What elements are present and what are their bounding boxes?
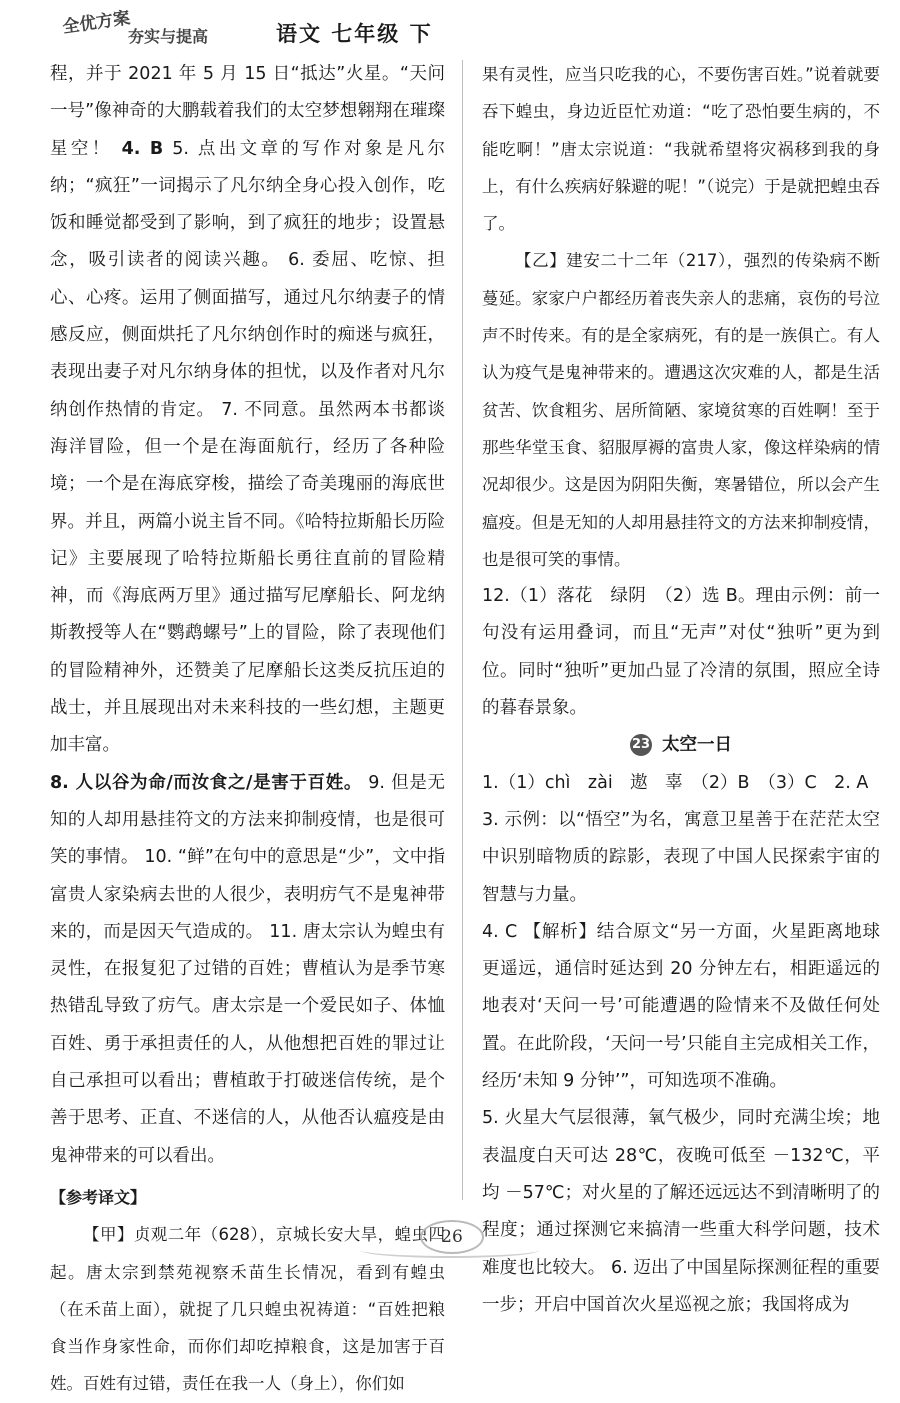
right-column bbox=[482, 56, 880, 1324]
translation-jia: 【甲】贞观二年（628），京城长安大旱，蝗虫四起。唐太宗到禁苑视察禾苗生长情况，看到有蝗虫（在禾苗上面），就捉了几只蝗虫祝祷道：“百姓把粮食当作身家性命，而你们却吃掉粮食，这是加害于百姓。百姓有过错，责任在我一人（身上），你们如 bbox=[50, 1225, 445, 1394]
page-footer bbox=[0, 1212, 900, 1272]
logo-line2: 夯实与提高 bbox=[128, 27, 209, 46]
answer-8: 8. 人以谷为命/而汝食之/是害于百姓。 bbox=[50, 772, 363, 793]
answer-9: 9. 但是无知的人却用悬挂符文的方法来抑制疫情，也是很可笑的事情。 bbox=[50, 772, 445, 868]
reference-translation-label: 【参考译文】 bbox=[50, 1187, 147, 1207]
answer-4-analysis: 4. C 【解析】结合原文“另一方面，火星距离地球更遥远，通信时延达到 20 分钟左右，相距遥远的地表对‘天问一号’可能遭遇的险情来不及做任何处置。在此阶段，‘天问一号’只能自主完成相关工作，经历‘未知 9 分钟’”，可知选项不准确。 bbox=[482, 921, 880, 1092]
unit-number-badge: 23 bbox=[630, 734, 652, 756]
answer-12: 12.（1）落花 绿阴 （2）选 B。理由示例：前一句没有运用叠词，而且“无声”对仗“独听”更为到位。同时“独听”更加凸显了冷清的氛围，照应全诗的暮春景象。 bbox=[482, 586, 880, 719]
translation-yi: 【乙】建安二十二年（217），强烈的传染病不断蔓延。家家户户都经历着丧失亲人的悲痛，哀伤的号泣声不时传来。有的是全家病死，有的是一族俱亡。有人认为疫气是鬼神带来的。遭遇这次灾难的人，都是生活贫苦、饮食粗劣、居所简陋、家境贫寒的百姓啊！至于那些华堂玉食、貂服厚褥的富贵人家，像这样染病的情况却很少。这是因为阴阳失衡，寒暑错位，所以会产生瘟疫。但是无知的人却用悬挂符文的方法来抑制疫情，也是很可笑的事情。 bbox=[482, 251, 880, 569]
answer-5: 5. 点出文章的写作对象是凡尔纳；“疯狂”一词揭示了凡尔纳全身心投入创作，吃饭和睡觉都受到了影响，到了疯狂的地步；设置悬念，吸引读者的阅读兴趣。 bbox=[50, 138, 445, 271]
answer-block bbox=[50, 56, 445, 765]
logo-line1: 全优方案 bbox=[61, 8, 132, 38]
book-logo bbox=[62, 6, 262, 52]
answer-1-2: 1.（1）chì zài 遨 辜 （2）B （3）C 2. A bbox=[482, 772, 869, 793]
page-header bbox=[0, 0, 900, 56]
answer-10: 10. “鲜”在句中的意思是“少”，文中指富贵人家染病去世的人很少，表明疠气不是鬼神带来的，而是因天气造成的。 bbox=[50, 847, 445, 942]
unit-heading bbox=[482, 727, 880, 764]
answer-7: 7. 不同意。虽然两本书都谈海洋冒险，但一个是在海面航行，经历了各种险境；一个是在海底穿梭，描绘了奇美瑰丽的海底世界。并且，两篇小说主旨不同。《哈特拉斯船长历险记》主要展现了哈特拉斯船长勇往直前的冒险精神，而《海底两万里》通过描写尼摩船长、阿龙纳斯教授等人在“鹦鹉螺号”上的冒险，除了表现他们的冒险精神外，还赞美了尼摩船长这类反抗压迫的战士，并且展现出对未来科技的一些幻想，主题更加丰富。 bbox=[50, 399, 445, 756]
column-divider bbox=[462, 60, 463, 1200]
answer-6: 6. 委屈、吃惊、担心、心疼。运用了侧面描写，通过凡尔纳妻子的情感反应，侧面烘托了凡尔纳创作时的痴迷与疯狂，表现出妻子对凡尔纳身体的担忧，以及作者对凡尔纳创作热情的肯定。 bbox=[50, 250, 445, 420]
answer-5-right: 5. 火星大气层很薄，氧气极少，同时充满尘埃；地表温度白天可达 28℃，夜晚可低至 －132℃，平均 －57℃；对火星的了解还远远达不到清晰明了的程度；通过探测它来搞清一些重大科学问题，技术难度也比较大。 bbox=[482, 1108, 880, 1278]
translation-jia-continued: 果有灵性，应当只吃我的心，不要伤害百姓。”说着就要吞下蝗虫，身边近臣忙劝道：“吃了恐怕要生病的，不能吃啊！”唐太宗说道：“我就希望将灾祸移到我的身上，有什么疾病好躲避的呢！”（说完）于是就把蝗虫吞了。 bbox=[482, 65, 880, 234]
unit-title: 太空一日 bbox=[662, 735, 732, 756]
answer-block bbox=[50, 765, 445, 1175]
page-number: 26 bbox=[420, 1220, 484, 1254]
answer-3: 3. 示例：以“悟空”为名，寓意卫星善于在茫茫太空中识别暗物质的踪影，表现了中国人民探索宇宙的智慧与力量。 bbox=[482, 809, 880, 905]
left-column bbox=[50, 56, 445, 1403]
text-run: 程，并于 2021 年 5 月 15 日“抵达”火星。“天问一号”像神奇的大鹏载着我们的太空梦想翱翔在璀璨星空！ bbox=[50, 64, 445, 159]
answer-11: 11. 唐太宗认为蝗虫有灵性，在报复犯了过错的百姓；曹植认为是季节寒热错乱导致了疠气。唐太宗是一个爱民如子、体恤百姓、勇于承担责任的人，从他想把百姓的罪过让自己承担可以看出；曹植敢于打破迷信传统，是个善于思考、正直、不迷信的人，从他否认瘟疫是由鬼神带来的可以看出。 bbox=[50, 921, 445, 1166]
answer-6-right: 6. 迈出了中国星际探测征程的重要一步；开启中国首次火星巡视之旅；我国将成为 bbox=[482, 1257, 880, 1315]
subject-title: 语文 七年级 下 bbox=[276, 21, 433, 46]
answer-4: 4. B bbox=[121, 138, 164, 159]
